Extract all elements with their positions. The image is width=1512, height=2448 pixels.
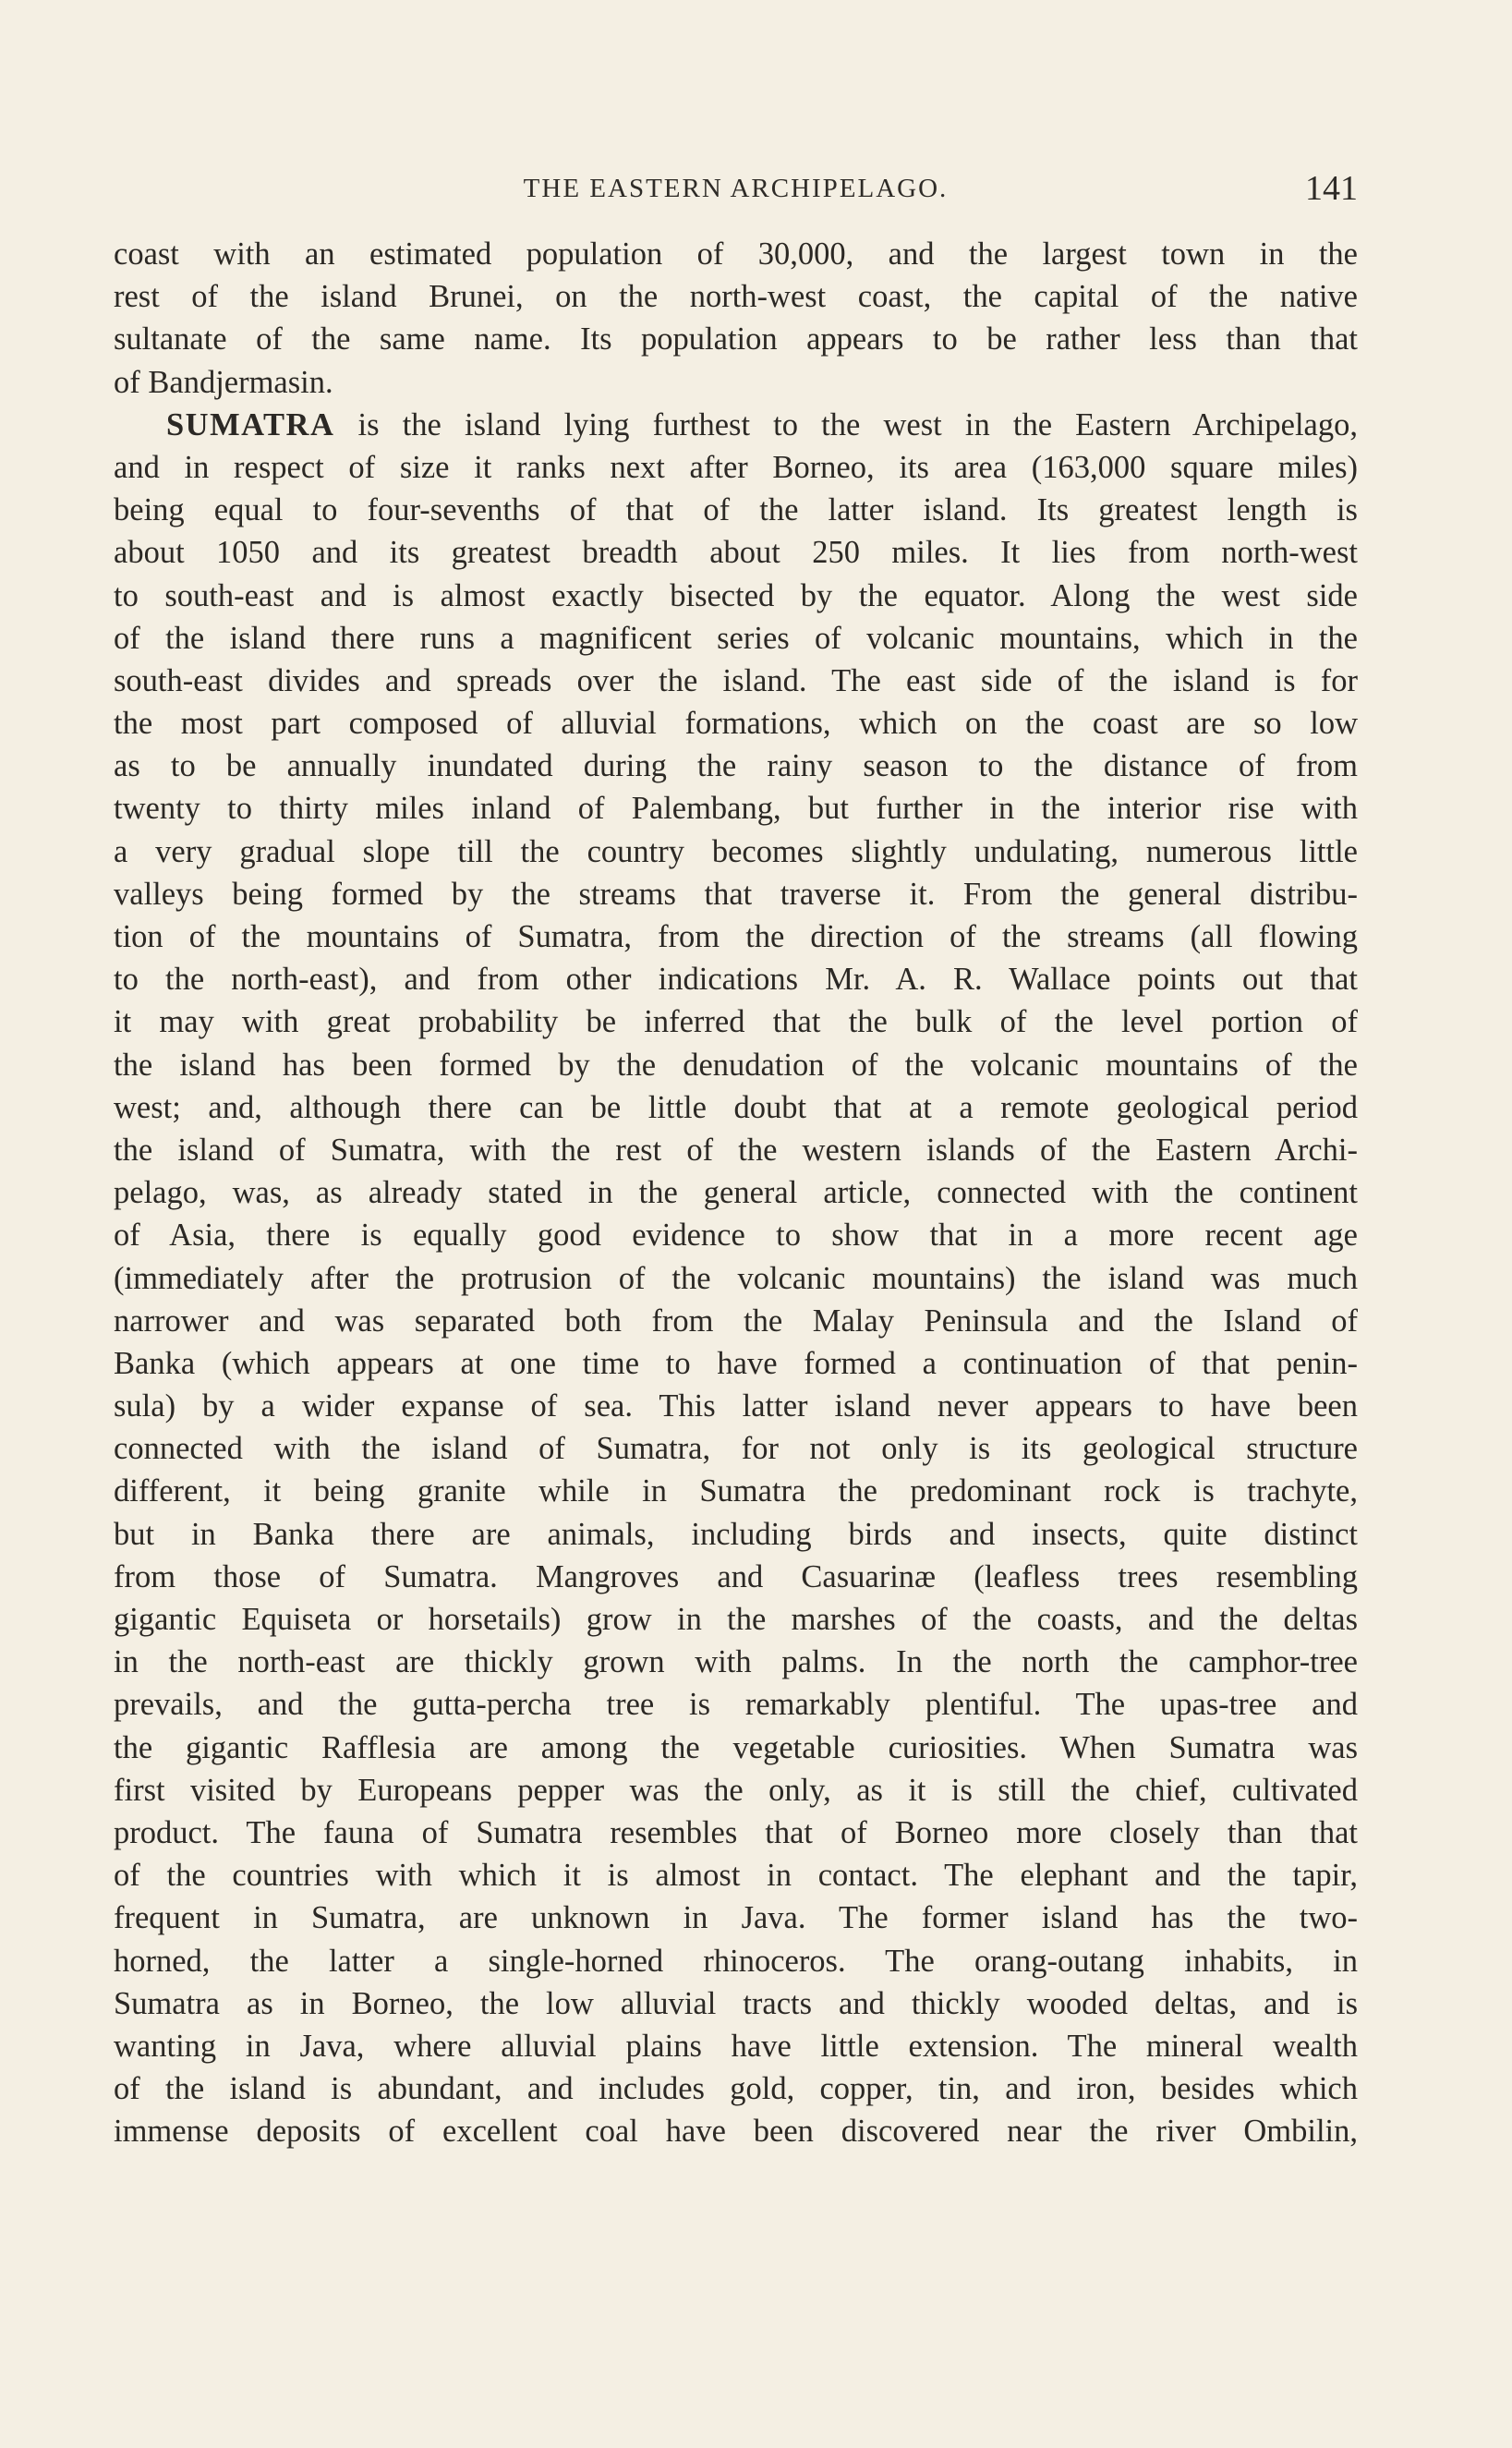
text-line: the island of Sumatra, with the rest of the western islands of the Eastern Archi- [114,1132,1358,1168]
text-line: immense deposits of excellent coal have been discovered near the river Ombilin, [114,2114,1358,2150]
text-line: from those of Sumatra. Mangroves and Casuarinæ (leafless trees resembling [114,1558,1358,1594]
text-line: narrower and was separated both from the Malay Peninsula and the Island of [114,1303,1358,1339]
text-line: Sumatra as in Borneo, the low alluvial tracts and thickly wooded deltas, and is [114,1985,1358,2021]
text-line: of the island there runs a magnificent series of volcanic mountains, which in the [114,620,1358,656]
text-line: sultanate of the same name. Its population appears to be rather less than that [114,321,1358,358]
section-first-line: is the island lying furthest to the west in the Eastern Archipelago, [357,406,1358,442]
text-line: being equal to four-sevenths of that of the latter island. Its greatest length is [114,492,1358,528]
text-line: coast with an estimated population of 30,000, and the largest town in the [114,236,1358,272]
text-line: a very gradual slope till the country becomes slightly undulating, numerous little [114,833,1358,869]
text-line: the island has been formed by the denudation of the volcanic mountains of the [114,1047,1358,1083]
text-line: west; and, although there can be little doubt that at a remote geological period [114,1089,1358,1125]
text-line: and in respect of size it ranks next after Borneo, its area (163,000 square miles) [114,449,1358,485]
text-line: gigantic Equiseta or horsetails) grow in the marshes of the coasts, and the deltas [114,1602,1358,1637]
text-line: different, it being granite while in Sumatra the predominant rock is trachyte, [114,1473,1358,1509]
text-line: tion of the mountains of Sumatra, from the direction of the streams (all flowing [114,919,1358,954]
text-line-section-start [114,404,1358,446]
body-text [114,233,1358,2152]
text-line: of the countries with which it is almost in contact. The elephant and the tapir, [114,1858,1358,1894]
text-line: to the north-east), and from other indications Mr. A. R. Wallace points out that [114,962,1358,998]
text-line: rest of the island Brunei, on the north-west coast, the capital of the native [114,279,1358,315]
text-line: wanting in Java, where alluvial plains have little extension. The mineral wealth [114,2028,1358,2064]
text-line: south-east divides and spreads over the island. The east side of the island is for [114,662,1358,698]
text-line: in the north-east are thickly grown with palms. In the north the camphor-tree [114,1644,1358,1680]
text-line: prevails, and the gutta-percha tree is remarkably plentiful. The upas-tree and [114,1687,1358,1723]
text-line: but in Banka there are animals, including birds and insects, quite distinct [114,1516,1358,1552]
text-line: the gigantic Rafflesia are among the vegetable curiosities. When Sumatra was [114,1729,1358,1765]
text-line: first visited by Europeans pepper was the only, as it is still the chief, cultivated [114,1772,1358,1808]
text-line: to south-east and is almost exactly bisected by the equator. Along the west side [114,577,1358,613]
text-line: (immediately after the protrusion of the volcanic mountains) the island was much [114,1260,1358,1296]
section-heading: SUMATRA [166,406,335,442]
text-line: of the island is abundant, and includes gold, copper, tin, and iron, besides which [114,2071,1358,2107]
text-line: of Asia, there is equally good evidence to show that in a more recent age [114,1218,1358,1254]
text-line: horned, the latter a single-horned rhinoceros. The orang-outang inhabits, in [114,1943,1358,1979]
text-line: the most part composed of alluvial formations, which on the coast are so low [114,706,1358,742]
text-line: about 1050 and its greatest breadth about 250 miles. It lies from north-west [114,535,1358,571]
text-line: frequent in Sumatra, are unknown in Java. The former island has the two- [114,1900,1358,1936]
text-line: connected with the island of Sumatra, for not only is its geological structure [114,1431,1358,1467]
text-line: valleys being formed by the streams that traverse it. From the general distribu- [114,876,1358,912]
text-line: of Bandjermasin. [114,364,333,400]
page-number: 141 [1305,169,1358,208]
text-line: pelago, was, as already stated in the general article, connected with the continent [114,1175,1358,1211]
text-line: sula) by a wider expanse of sea. This latter island never appears to have been [114,1388,1358,1424]
text-line: product. The fauna of Sumatra resembles that of Borneo more closely than that [114,1814,1358,1850]
running-title: THE EASTERN ARCHIPELAGO. [523,174,949,203]
running-head [114,169,1358,212]
text-line: it may with great probability be inferred that the bulk of the level portion of [114,1004,1358,1040]
text-line: twenty to thirty miles inland of Palembang, but further in the interior rise with [114,791,1358,827]
text-line: Banka (which appears at one time to have formed a continuation of that penin- [114,1345,1358,1381]
text-line: as to be annually inundated during the rainy season to the distance of from [114,748,1358,784]
